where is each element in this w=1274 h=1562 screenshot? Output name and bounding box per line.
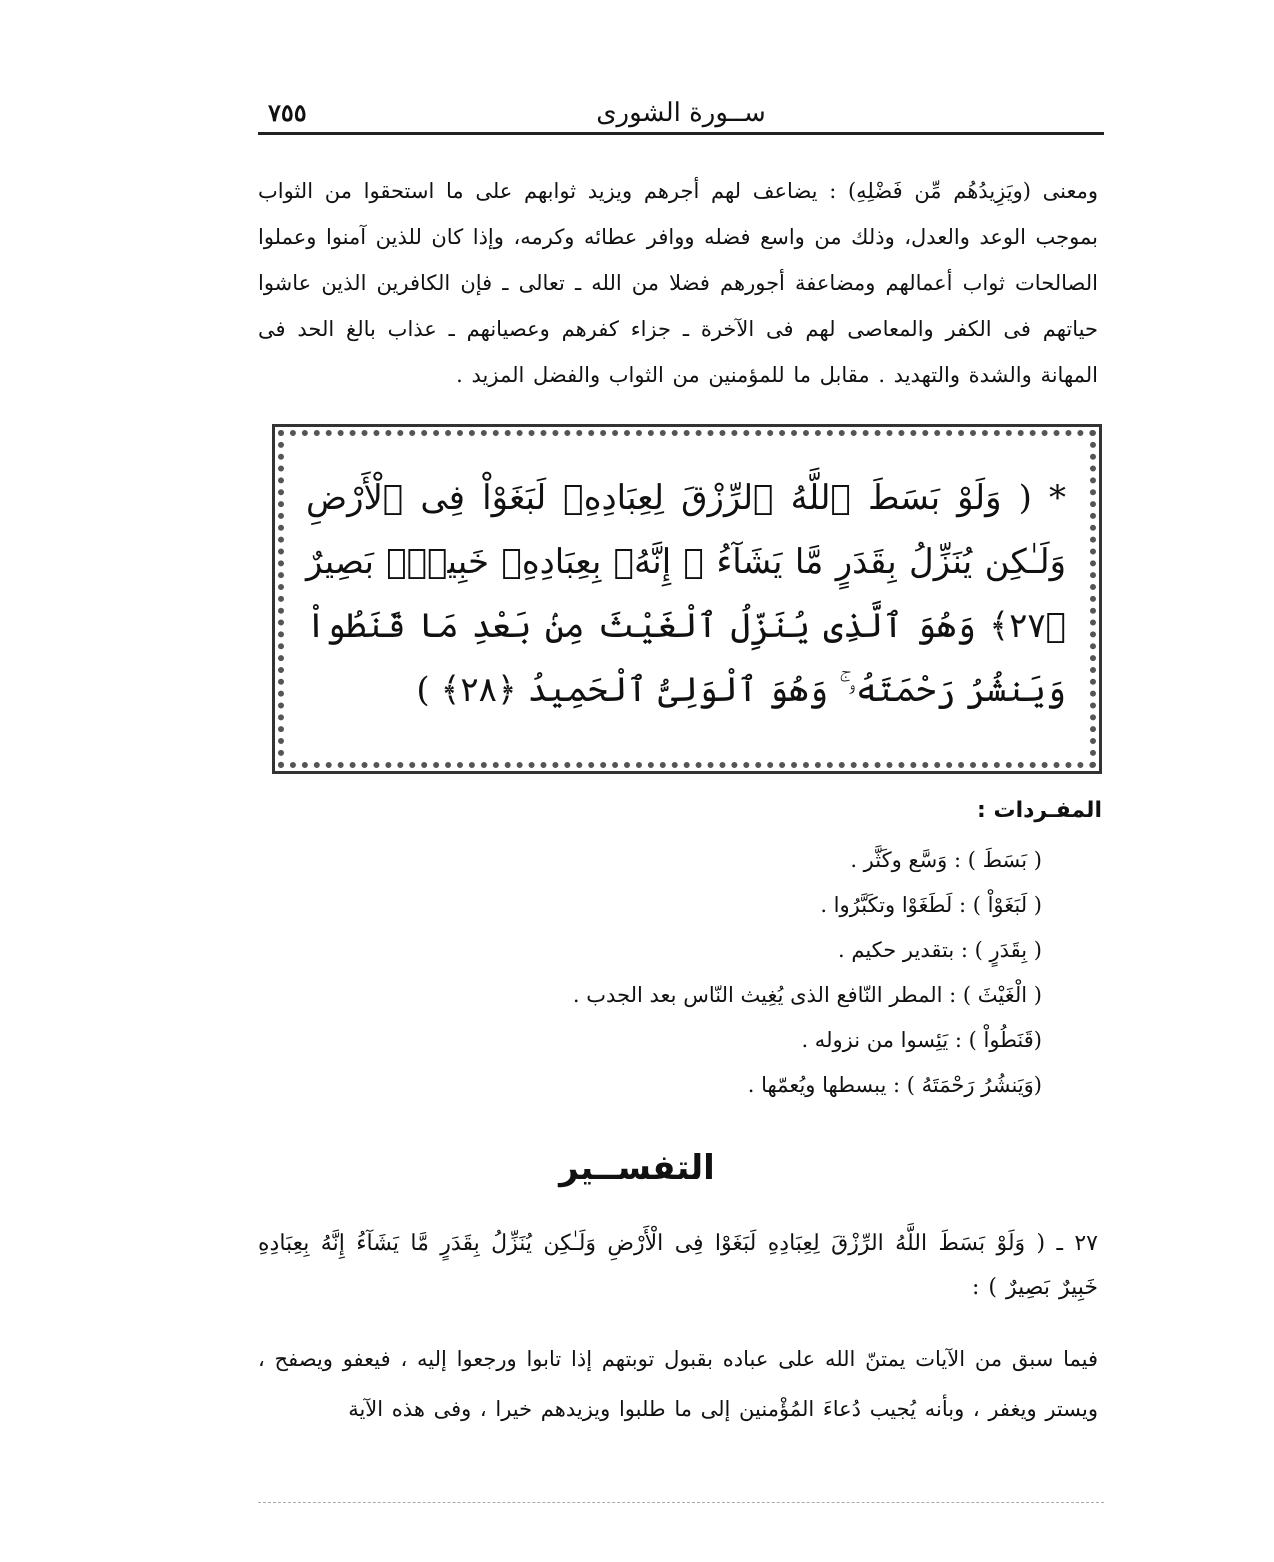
page-number: ٧٥٥ — [268, 98, 307, 127]
header-divider — [258, 132, 1104, 135]
commentary-paragraph: ومعنى (ويَزِيدُهُم مِّن فَضْلِهِ) : يضاعف لهم أجرهم ويزيد ثوابهم على ما استحقوا من الثواب بموجب الوعد والعدل، وذلك من واسع فضله ووافر عطائه وكرمه، وإذا كان للذين آمنوا وعملوا الصالحات ثواب أعمالهم ومضاعفة أجورهم فضلا من الله ـ تعالى ـ فإن الكافرين الذين عاشوا حياتهم فى الكفر والمعاصى لهم فى الآخرة ـ جزاء كفرهم وعصيانهم ـ عذاب بالغ الحد فى المهانة والشدة والتهديد . مقابل ما للمؤمنين من الثواب والفضل المزيد . — [258, 179, 1098, 387]
vocabulary-heading: المفـردات : — [977, 798, 1102, 823]
tafsir-heading: التفســير — [559, 1148, 715, 1188]
vocabulary-item: (وَيَنشُرُ رَحْمَتَهُ ) : يبسطها ويُعمّها . — [747, 1073, 1042, 1097]
vocabulary-item: ( لَبَغَوْاْ ) : لَطَغَوْا وتكَبَّرُوا . — [820, 893, 1042, 917]
vocabulary-item: (قَنَطُواْ ) : يَئِسوا من نزوله . — [801, 1028, 1042, 1052]
page-bottom-edge — [258, 1502, 1104, 1503]
surah-title: ســورة الشورى — [596, 98, 766, 128]
quran-verse: * ( وَلَوْ بَسَطَ ٱللَّهُ ٱلرِّزْقَ لِعِبَادِهِۦ لَبَغَوْاْ فِى ٱلْأَرْضِ وَلَـٰكِن يُنَزِّلُ بِقَدَرٍ مَّا يَشَآءُ ۚ إِنَّهُۥ بِعِبَادِهِۦ خَبِيرٌۢ بَصِيرٌ ﴿٢٧﴾ وَهُوَ ٱلَّذِى يُنَزِّلُ ٱلْغَيْثَ مِنۢ بَعْدِ مَا قَنَطُواْ وَيَنشُرُ رَحْمَتَهُۥ ۚ وَهُوَ ٱلْوَلِىُّ ٱلْحَمِيدُ ﴿٢٨﴾ ) — [306, 478, 1066, 710]
tafsir-body: فيما سبق من الآيات يمتنّ الله على عباده بقبول توبتهم إذا تابوا ورجعوا إليه ، فيعفو ويصفح ، ويستر ويغفر ، وبأنه يُجيب دُعاءَ المُؤْمنين إلى ما طلبوا ويزيدهم خيرا ، وفى هذه الآية — [258, 1347, 1098, 1421]
vocabulary-item: ( بَسَطَ ) : وَسَّع وكَثَّر . — [850, 848, 1042, 872]
vocabulary-list — [282, 838, 1042, 1108]
tafsir-verse-reference: ٢٧ ـ ( وَلَوْ بَسَطَ اللَّهُ الرِّزْقَ لِعِبَادِهِ لَبَغَوْا فِى الْأَرْضِ وَلَـٰكِن يُنَزِّلُ بِقَدَرٍ مَّا يَشَآءُ إِنَّهُ بِعِبَادِهِ خَبِيرٌ بَصِيرٌ ) : — [258, 1231, 1098, 1300]
page-header — [258, 92, 1104, 132]
vocabulary-item: ( الْغَيْثَ ) : المطر النّافع الذى يُغِيث النّاس بعد الجدب . — [572, 983, 1042, 1007]
vocabulary-item: ( بِقَدَرٍ ) : بتقدير حكيم . — [838, 938, 1042, 962]
